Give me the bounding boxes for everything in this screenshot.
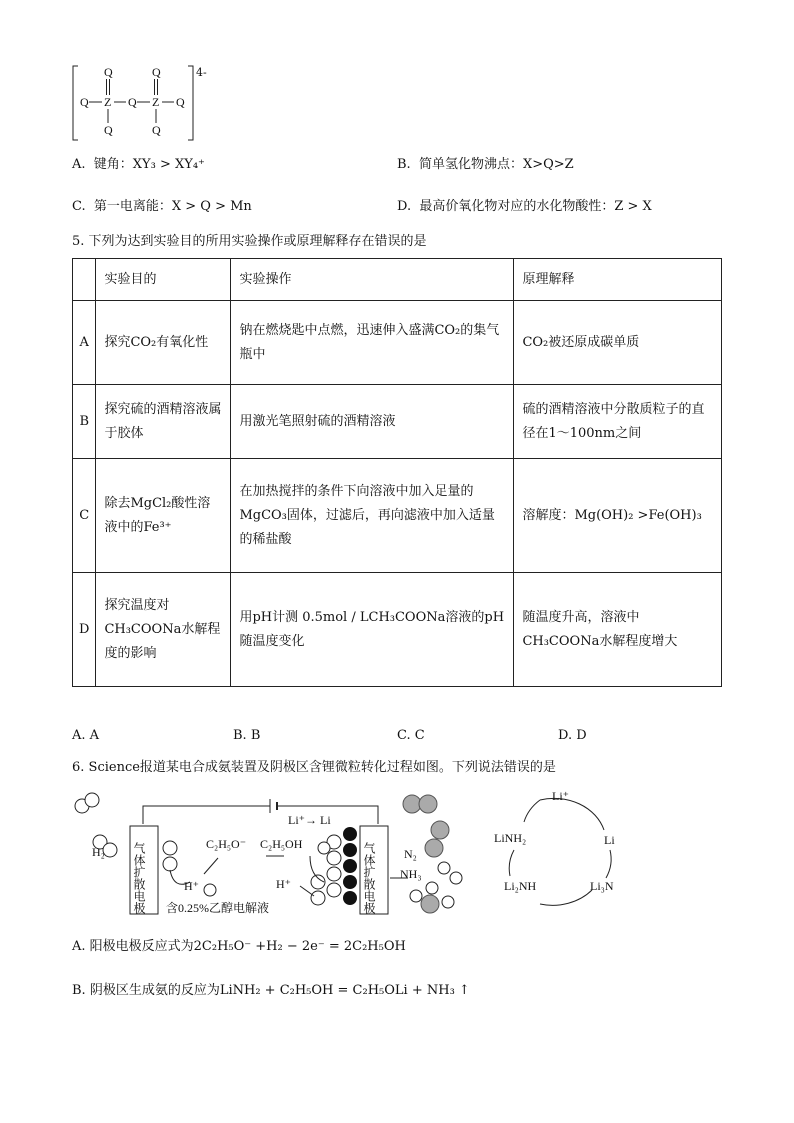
electrosynthesis-diagram [70, 786, 730, 922]
table-row [73, 301, 722, 385]
anion-charge: 4- [196, 66, 207, 79]
cycle-top: Li⁺ [552, 789, 569, 803]
atom-top-left: Q [104, 65, 113, 79]
row-purpose: 除去MgCl₂酸性溶液中的Fe³⁺ [96, 459, 231, 573]
atom-left: Q [80, 95, 89, 109]
atom-right: Q [176, 95, 185, 109]
atom-z1: Z [104, 95, 112, 109]
label-li-reaction: Li⁺→ Li [288, 813, 331, 827]
label-electrolyte: 含0.25%乙醇电解液 [166, 901, 269, 915]
row-operation: 钠在燃烧匙中点燃，迅速伸入盛满CO₂的集气瓶中 [231, 301, 514, 385]
table-row [73, 459, 722, 573]
row-key: D [73, 573, 96, 687]
li-layer [343, 827, 357, 905]
label-ethoxide: C₂H₅O⁻ [206, 837, 247, 851]
cycle-right: Li [604, 833, 615, 847]
row-principle: 硫的酒精溶液中分散质粒子的直径在1～100nm之间 [514, 385, 722, 459]
q5-stem: 5. 下列为达到实验目的所用实验操作或原理解释存在错误的是 [72, 234, 427, 249]
q6-option-b[interactable]: B. 阴极区生成氨的反应为LiNH₂ + C₂H₅OH = C₂H₅OLi + NH₃ ↑ [72, 983, 470, 998]
header-purpose: 实验目的 [96, 259, 231, 301]
q5-table [72, 258, 722, 687]
cycle-bottom-left: Li₂NH [504, 879, 537, 893]
table-row [73, 385, 722, 459]
label-n2: N₂ [404, 847, 417, 861]
atom-bridge: Q [128, 95, 137, 109]
row-principle: 溶解度：Mg(OH)₂ >Fe(OH)₃ [514, 459, 722, 573]
label-h-plus-left: H⁺ [184, 879, 199, 893]
row-operation: 用pH计测 0.5mol / LCH₃COONa溶液的pH随温度变化 [231, 573, 514, 687]
row-purpose: 探究CO₂有氧化性 [96, 301, 231, 385]
table-row [73, 573, 722, 687]
q5-answer-a[interactable]: A. A [72, 728, 100, 743]
row-purpose: 探究温度对CH₃COONa水解程度的影响 [96, 573, 231, 687]
right-electrode-label: 气体扩散电极 [362, 842, 376, 914]
q4-option-c[interactable]: C. 第一电离能：X > Q > Mn [72, 199, 252, 214]
q5-answer-c[interactable]: C. C [397, 728, 425, 743]
header-principle: 原理解释 [514, 259, 722, 301]
row-key: C [73, 459, 96, 573]
row-operation: 用激光笔照射硫的酒精溶液 [231, 385, 514, 459]
q4-option-a[interactable]: A. 键角：XY₃ > XY₄⁺ [72, 157, 205, 172]
q5-answer-d[interactable]: D. D [558, 728, 587, 743]
q4-option-d[interactable]: D. 最高价氧化物对应的水化物酸性：Z > X [397, 199, 652, 214]
atom-bottom-left: Q [104, 123, 113, 137]
q4-option-b[interactable]: B. 简单氢化物沸点：X>Q>Z [397, 157, 574, 172]
row-principle: 随温度升高，溶液中CH₃COONa水解程度增大 [514, 573, 722, 687]
q6-option-a[interactable]: A. 阳极电极反应式为2C₂H₅O⁻ +H₂ − 2e⁻ = 2C₂H₅OH [72, 939, 406, 954]
row-operation: 在加热搅拌的条件下向溶液中加入足量的MgCO₃固体，过滤后，再向滤液中加入适量的稀盐酸 [231, 459, 514, 573]
row-key: A [73, 301, 96, 385]
label-h-plus-right: H⁺ [276, 877, 291, 891]
header-key [73, 259, 96, 301]
row-key: B [73, 385, 96, 459]
q6-stem: 6. Science报道某电合成氨装置及阴极区含锂微粒转化过程如图。下列说法错误的是 [72, 760, 556, 775]
atom-bottom-right: Q [152, 123, 161, 137]
atom-z2: Z [152, 95, 160, 109]
row-principle: CO₂被还原成碳单质 [514, 301, 722, 385]
row-purpose: 探究硫的酒精溶液属于胶体 [96, 385, 231, 459]
header-operation: 实验操作 [231, 259, 514, 301]
cycle-left: LiNH₂ [494, 831, 527, 845]
cycle-bottom-right: Li₃N [590, 879, 614, 893]
atom-top-right: Q [152, 65, 161, 79]
left-electrode-label: 气体扩散电极 [132, 842, 146, 914]
q5-answer-b[interactable]: B. B [233, 728, 261, 743]
li-cycle [494, 789, 615, 905]
label-h2: H₂ [92, 845, 105, 859]
label-nh3: NH₃ [400, 867, 422, 881]
label-ethanol: C₂H₅OH [260, 837, 303, 851]
table-header-row [73, 259, 722, 301]
